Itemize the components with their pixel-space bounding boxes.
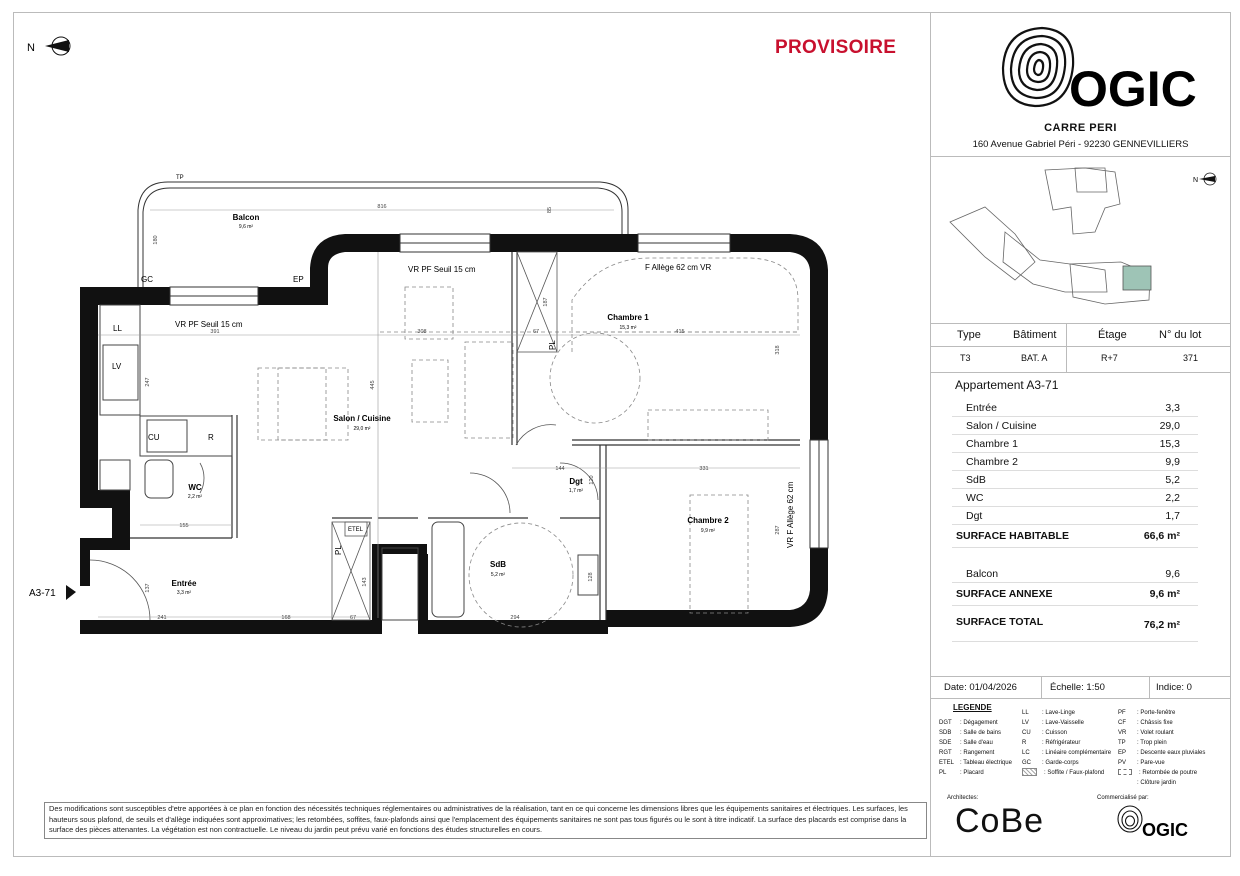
dim-241: 241 — [157, 615, 167, 621]
svg-text:OGIC: OGIC — [1142, 820, 1189, 840]
disclaimer: Des modifications sont susceptibles d'etre apportées à ce plan en fonction des nécessités techniques réglementaires ou administratives de la réalisation, tant en ce qui concerne les dimensions libres que les équipements sanitaires et électriques. Les surfaces, les hauteurs sous plafond, de seuils et d'allège indiquées sont approximatives; les retombées, soffites, faux-plafonds ainsi que l'emplacement des équipements sanitaires ne sont pas tous figurés ou le sont à titre indicatif. La surface des placards est comprise dans la surface des pièces attenantes. La végétation est non contractuelle. Le niveau du jardin peut prévu varié en fonctions des études structurelles en cours. — [44, 802, 927, 839]
room-row: Chambre 1 15,3 — [952, 435, 1198, 453]
project-name: CARRE PERI — [1044, 122, 1117, 134]
surface-habitable-row: SURFACE HABITABLE 66,6 m² — [952, 527, 1198, 548]
annot-lv: LV — [112, 362, 122, 371]
dim-155: 155 — [179, 523, 189, 529]
ogic-logo-text: OGIC — [1069, 61, 1197, 117]
beam-swatch-icon — [1118, 769, 1132, 775]
dim-247: 247 — [145, 377, 151, 387]
dim-415: 415 — [675, 329, 685, 335]
plan-room-entree: Entrée — [171, 579, 197, 588]
plan-room-dgt-area: 1,7 m² — [568, 488, 584, 494]
apartment-title: Appartement A3-71 — [955, 378, 1059, 392]
dim-318: 318 — [775, 345, 781, 355]
legend-title: LEGENDE — [953, 703, 992, 712]
plan-room-chambre1-area: 15,3 m² — [619, 325, 637, 331]
annot-window-2: VR PF Seuil 15 cm — [408, 265, 476, 274]
annot-r: R — [208, 433, 214, 442]
plan-room-balcon-area: 9,6 m² — [238, 224, 254, 230]
plan-room-salon-area: 29,0 m² — [353, 426, 371, 432]
lot-type-header: Type — [957, 329, 981, 341]
soffit-swatch-icon — [1022, 768, 1037, 776]
dim-168: 168 — [281, 615, 291, 621]
ogic-small-logo — [1116, 804, 1189, 843]
plan-room-sdb: SdB — [490, 560, 506, 569]
annot-ep: EP — [293, 275, 304, 284]
dim-445: 445 — [370, 380, 376, 390]
architects-label: Architectes: — [947, 795, 979, 801]
annex-row: Balcon 9,6 — [952, 565, 1198, 583]
annot-pl-1: PL — [548, 340, 557, 350]
surface-annexe-row: SURFACE ANNEXE 9,6 m² — [952, 585, 1198, 606]
plan-room-chambre1: Chambre 1 — [607, 313, 649, 322]
plan-room-sdb-area: 5,2 m² — [490, 572, 506, 578]
lot-number-header: N° du lot — [1159, 329, 1202, 341]
lot-type-value: T3 — [960, 353, 971, 363]
lot-number-value: 371 — [1183, 353, 1199, 363]
annot-window-1: VR PF Seuil 15 cm — [175, 320, 243, 329]
room-row: Dgt 1,7 — [952, 507, 1198, 525]
room-row: Salon / Cuisine 29,0 — [952, 417, 1198, 435]
room-row: SdB 5,2 — [952, 471, 1198, 489]
dim-128: 128 — [588, 572, 594, 582]
lot-floor-value: R+7 — [1101, 353, 1118, 363]
entry-reference: A3-71 — [29, 588, 56, 599]
plan-room-chambre2-area: 9,9 m² — [700, 528, 716, 534]
plan-room-chambre2: Chambre 2 — [687, 516, 729, 525]
legend-col-3: PF : Porte-fenêtre CF : Châssis fixe VR : Volet roulant TP : Trop plein EP : Descente eaux pluviales PV : Pare-vue : Retombée de poutre : Clôture jardin — [1118, 710, 1206, 786]
provisional-stamp: PROVISOIRE — [775, 37, 897, 58]
room-row: Entrée 3,3 — [952, 399, 1198, 417]
annot-window-3: F Allège 62 cm VR — [645, 263, 712, 272]
plan-date: Date: 01/04/2026 — [944, 682, 1017, 693]
dim-143: 143 — [362, 577, 368, 587]
plan-index: Indice: 0 — [1156, 682, 1192, 693]
marketer-label: Commercialisé par: — [1097, 795, 1149, 801]
plan-room-balcon: Balcon — [232, 213, 260, 222]
dim-67-top: 67 — [532, 329, 540, 335]
ogic-logo — [997, 22, 1197, 117]
annot-window-4: VR F Allège 62 cm — [786, 481, 795, 548]
dim-308: 308 — [417, 329, 427, 335]
dim-187: 187 — [543, 297, 549, 307]
legend-col-1: DGT : Dégagement SDB : Salle de bains SDE : Salle d'eau RGT : Rangement ETEL : Tableau électrique PL : Placard — [939, 720, 1012, 776]
annot-etel: ETEL — [348, 527, 364, 533]
lot-floor-header: Étage — [1098, 329, 1127, 341]
dim-144: 144 — [555, 466, 565, 472]
surface-total-row: SURFACE TOTAL 76,2 m² — [952, 613, 1198, 642]
plan-scale: Échelle: 1:50 — [1050, 682, 1105, 693]
dim-391: 391 — [210, 329, 220, 335]
divider — [930, 156, 1231, 157]
north-label: N — [27, 42, 35, 54]
annot-ll: LL — [113, 324, 122, 333]
dim-294: 294 — [510, 615, 520, 621]
lot-building-value: BAT. A — [1021, 353, 1048, 363]
entry-arrow-icon — [66, 585, 76, 600]
dim-67-bottom: 67 — [349, 615, 357, 621]
dim-816: 816 — [377, 204, 387, 210]
site-north-label: N — [1193, 177, 1199, 184]
lot-building-header: Bâtiment — [1013, 329, 1057, 341]
plan-room-wc: WC — [188, 483, 202, 492]
plan-room-entree-area: 3,3 m² — [176, 590, 192, 596]
annot-tp: TP — [176, 175, 184, 181]
legend-col-2: LL : Lave-Linge LV : Lave-Vaisselle CU : Cuisson R : Réfrigérateur LC : Linéaire complémentaire GC : Garde-corps : Soffite / Faux-plafond — [1022, 710, 1112, 776]
annot-cu: CU — [148, 433, 160, 442]
dim-137: 137 — [145, 583, 151, 593]
dim-120: 120 — [589, 475, 595, 485]
dim-180: 180 — [153, 235, 159, 245]
plan-room-wc-area: 2,2 m² — [187, 494, 203, 500]
annot-gc: GC — [141, 275, 153, 284]
plan-room-salon: Salon / Cuisine — [333, 414, 391, 423]
project-address: 160 Avenue Gabriel Péri - 92230 GENNEVILLIERS — [972, 139, 1189, 150]
annot-pl-2: PL — [334, 545, 343, 555]
plan-room-dgt: Dgt — [569, 477, 583, 486]
architect-logo: CoBe — [955, 802, 1045, 840]
room-row: WC 2,2 — [952, 489, 1198, 507]
dim-287: 287 — [775, 525, 781, 535]
dim-85: 85 — [547, 206, 553, 214]
dim-331: 331 — [699, 466, 709, 472]
room-row: Chambre 2 9,9 — [952, 453, 1198, 471]
site-plan-map — [945, 162, 1225, 317]
